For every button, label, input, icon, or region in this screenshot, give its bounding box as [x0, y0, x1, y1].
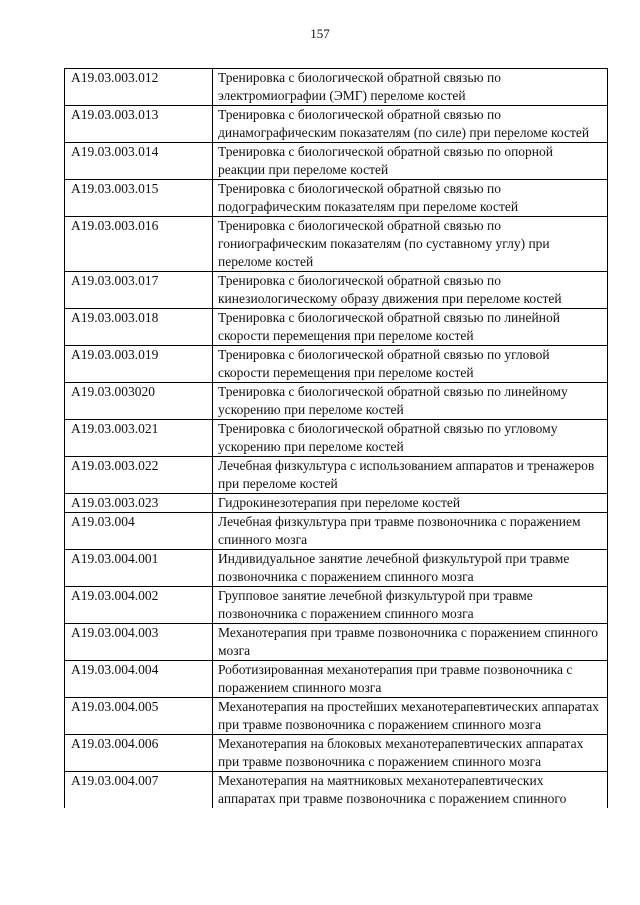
- table-row: [65, 106, 608, 143]
- service-name-cell: Механотерапия на блоковых механотерапевтических аппаратах при травме позвоночника с поражением спинного мозга: [213, 735, 608, 772]
- table-row: [65, 457, 608, 494]
- service-code-cell: A19.03.003.015: [65, 180, 213, 217]
- service-name-cell: Индивидуальное занятие лечебной физкультурой при травме позвоночника с поражением спинного мозга: [213, 550, 608, 587]
- table-row: [65, 587, 608, 624]
- service-code-cell: A19.03.003.014: [65, 143, 213, 180]
- page-number: 157: [310, 26, 330, 41]
- service-code-cell: A19.03.003.018: [65, 309, 213, 346]
- service-name-cell: Групповое занятие лечебной физкультурой при травме позвоночника с поражением спинного мозга: [213, 587, 608, 624]
- service-name-cell: Тренировка с биологической обратной связью по динамографическим показателям (по силе) при переломе костей: [213, 106, 608, 143]
- service-code-cell: A19.03.004.002: [65, 587, 213, 624]
- service-name-cell: Тренировка с биологической обратной связью по линейному ускорению при переломе костей: [213, 383, 608, 420]
- service-code-cell: A19.03.004.003: [65, 624, 213, 661]
- table-row: [65, 346, 608, 383]
- table-row: [65, 698, 608, 735]
- service-code-cell: A19.03.004.004: [65, 661, 213, 698]
- service-code-cell: A19.03.003.023: [65, 494, 213, 513]
- table-row: [65, 550, 608, 587]
- service-code-cell: A19.03.003.012: [65, 69, 213, 106]
- table-row: [65, 772, 608, 809]
- service-name-cell: Гидрокинезотерапия при переломе костей: [213, 494, 608, 513]
- service-name-cell: Механотерапия на простейших механотерапевтических аппаратах при травме позвоночника с поражением спинного мозга: [213, 698, 608, 735]
- service-name-cell: Тренировка с биологической обратной связью по угловому ускорению при переломе костей: [213, 420, 608, 457]
- service-name-cell: Лечебная физкультура при травме позвоночника с поражением спинного мозга: [213, 513, 608, 550]
- table-row: [65, 513, 608, 550]
- service-name-cell: Механотерапия на маятниковых механотерапевтических аппаратах при травме позвоночника с поражением спинного: [213, 772, 608, 809]
- service-name-cell: Тренировка с биологической обратной связью по линейной скорости перемещения при переломе костей: [213, 309, 608, 346]
- service-code-cell: A19.03.003.017: [65, 272, 213, 309]
- table-row: [65, 494, 608, 513]
- table-row: [65, 661, 608, 698]
- services-table: [64, 68, 608, 808]
- service-code-cell: A19.03.004.005: [65, 698, 213, 735]
- service-code-cell: A19.03.003.013: [65, 106, 213, 143]
- service-name-cell: Тренировка с биологической обратной связью по подографическим показателям при переломе костей: [213, 180, 608, 217]
- table-row: [65, 309, 608, 346]
- service-name-cell: Тренировка с биологической обратной связью по гониографическим показателям (по суставному углу) при переломе костей: [213, 217, 608, 272]
- table-row: [65, 420, 608, 457]
- service-code-cell: A19.03.003.016: [65, 217, 213, 272]
- service-code-cell: A19.03.004.006: [65, 735, 213, 772]
- service-name-cell: Лечебная физкультура с использованием аппаратов и тренажеров при переломе костей: [213, 457, 608, 494]
- service-code-cell: A19.03.003020: [65, 383, 213, 420]
- table-row: [65, 735, 608, 772]
- table-row: [65, 217, 608, 272]
- table-row: [65, 69, 608, 106]
- table-row: [65, 624, 608, 661]
- service-code-cell: A19.03.003.021: [65, 420, 213, 457]
- service-code-cell: A19.03.004.007: [65, 772, 213, 809]
- table-row: [65, 143, 608, 180]
- table-row: [65, 383, 608, 420]
- service-name-cell: Тренировка с биологической обратной связью по кинезиологическому образу движения при переломе костей: [213, 272, 608, 309]
- service-name-cell: Тренировка с биологической обратной связью по опорной реакции при переломе костей: [213, 143, 608, 180]
- service-name-cell: Роботизированная механотерапия при травме позвоночника с поражением спинного мозга: [213, 661, 608, 698]
- service-name-cell: Механотерапия при травме позвоночника с поражением спинного мозга: [213, 624, 608, 661]
- service-code-cell: A19.03.004.001: [65, 550, 213, 587]
- service-code-cell: A19.03.004: [65, 513, 213, 550]
- service-code-cell: A19.03.003.019: [65, 346, 213, 383]
- service-code-cell: A19.03.003.022: [65, 457, 213, 494]
- service-name-cell: Тренировка с биологической обратной связью по электромиографии (ЭМГ) переломе костей: [213, 69, 608, 106]
- service-name-cell: Тренировка с биологической обратной связью по угловой скорости перемещения при переломе костей: [213, 346, 608, 383]
- table-row: [65, 180, 608, 217]
- table-row: [65, 272, 608, 309]
- services-table-body: [65, 69, 608, 809]
